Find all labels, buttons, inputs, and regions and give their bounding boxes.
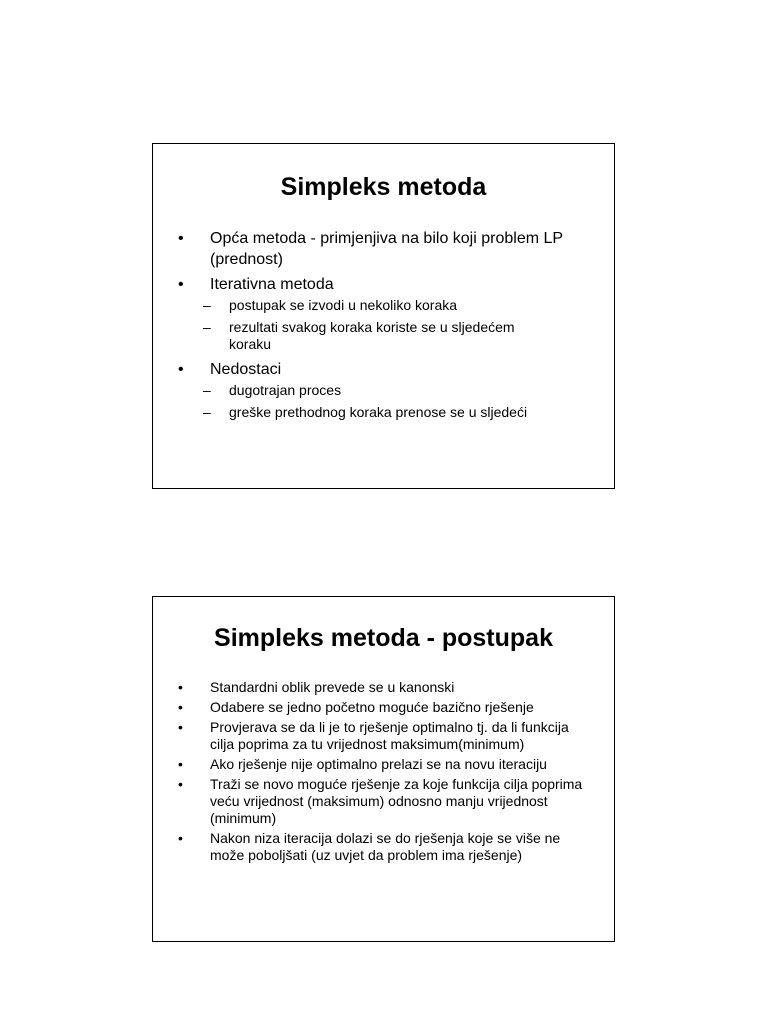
sub-bullet-dash: – xyxy=(203,404,211,420)
bullet-item xyxy=(153,228,614,270)
slide-simpleks-metoda-postupak xyxy=(152,596,615,942)
bullet-dot: • xyxy=(178,361,184,378)
bullet-list xyxy=(153,679,614,867)
sub-bullet-item xyxy=(153,319,592,353)
bullet-text: Ako rješenje nije optimalno prelazi se na novu iteraciju xyxy=(210,756,547,772)
bullet-dot: • xyxy=(178,230,184,247)
bullet-text: Provjerava se da li je to rješenje optimalno tj. da li funkcija cilja poprima za tu vrijednost maksimum(minimum) xyxy=(210,719,569,752)
sub-bullet-text: rezultati svakog koraka koriste se u sljedećem koraku xyxy=(229,319,515,352)
bullet-text: Standardni oblik prevede se u kanonski xyxy=(210,679,455,695)
bullet-dot: • xyxy=(178,679,183,695)
bullet-item xyxy=(153,776,614,827)
sub-bullet-item xyxy=(153,297,592,314)
bullet-text: Opća metoda - primjenjiva na bilo koji problem LP (prednost) xyxy=(210,230,563,268)
sub-bullet-list xyxy=(203,382,592,421)
sub-bullet-dash: – xyxy=(203,297,211,313)
sub-bullet-text: dugotrajan proces xyxy=(229,382,342,398)
bullet-text: Iterativna metoda xyxy=(210,276,334,293)
slide-title: Simpleks metoda - postupak xyxy=(214,624,553,652)
bullet-dot: • xyxy=(178,276,184,293)
slide-title: Simpleks metoda xyxy=(280,173,487,201)
bullet-dot: • xyxy=(178,830,183,846)
sub-bullet-item xyxy=(153,382,592,399)
bullet-item xyxy=(153,679,614,696)
bullet-dot: • xyxy=(178,756,183,772)
bullet-text: Nedostaci xyxy=(210,361,282,378)
bullet-text: Odabere se jedno početno moguće bazično rješenje xyxy=(210,699,534,715)
sub-bullet-dash: – xyxy=(203,319,211,335)
bullet-list xyxy=(153,228,614,427)
bullet-item xyxy=(153,274,614,353)
bullet-dot: • xyxy=(178,719,183,735)
bullet-dot: • xyxy=(178,699,183,715)
bullet-item xyxy=(153,756,614,773)
bullet-text: Nakon niza iteracija dolazi se do rješenja koje se više ne može poboljšati (uz uvjet da problem ima rješenje) xyxy=(210,830,561,863)
sub-bullet-dash: – xyxy=(203,382,211,398)
slide-simpleks-metoda xyxy=(152,143,615,489)
bullet-item xyxy=(153,830,614,864)
sub-bullet-text: greške prethodnog koraka prenose se u sljedeći xyxy=(229,404,528,420)
bullet-item xyxy=(153,719,614,753)
bullet-item xyxy=(153,359,614,421)
bullet-dot: • xyxy=(178,776,183,792)
bullet-item xyxy=(153,699,614,716)
sub-bullet-text: postupak se izvodi u nekoliko koraka xyxy=(229,297,458,313)
sub-bullet-item xyxy=(153,404,592,421)
sub-bullet-list xyxy=(203,297,592,353)
bullet-text: Traži se novo moguće rješenje za koje funkcija cilja poprima veću vrijednost (maksimum) odnosno manju vrijednost (minimum) xyxy=(210,776,583,826)
